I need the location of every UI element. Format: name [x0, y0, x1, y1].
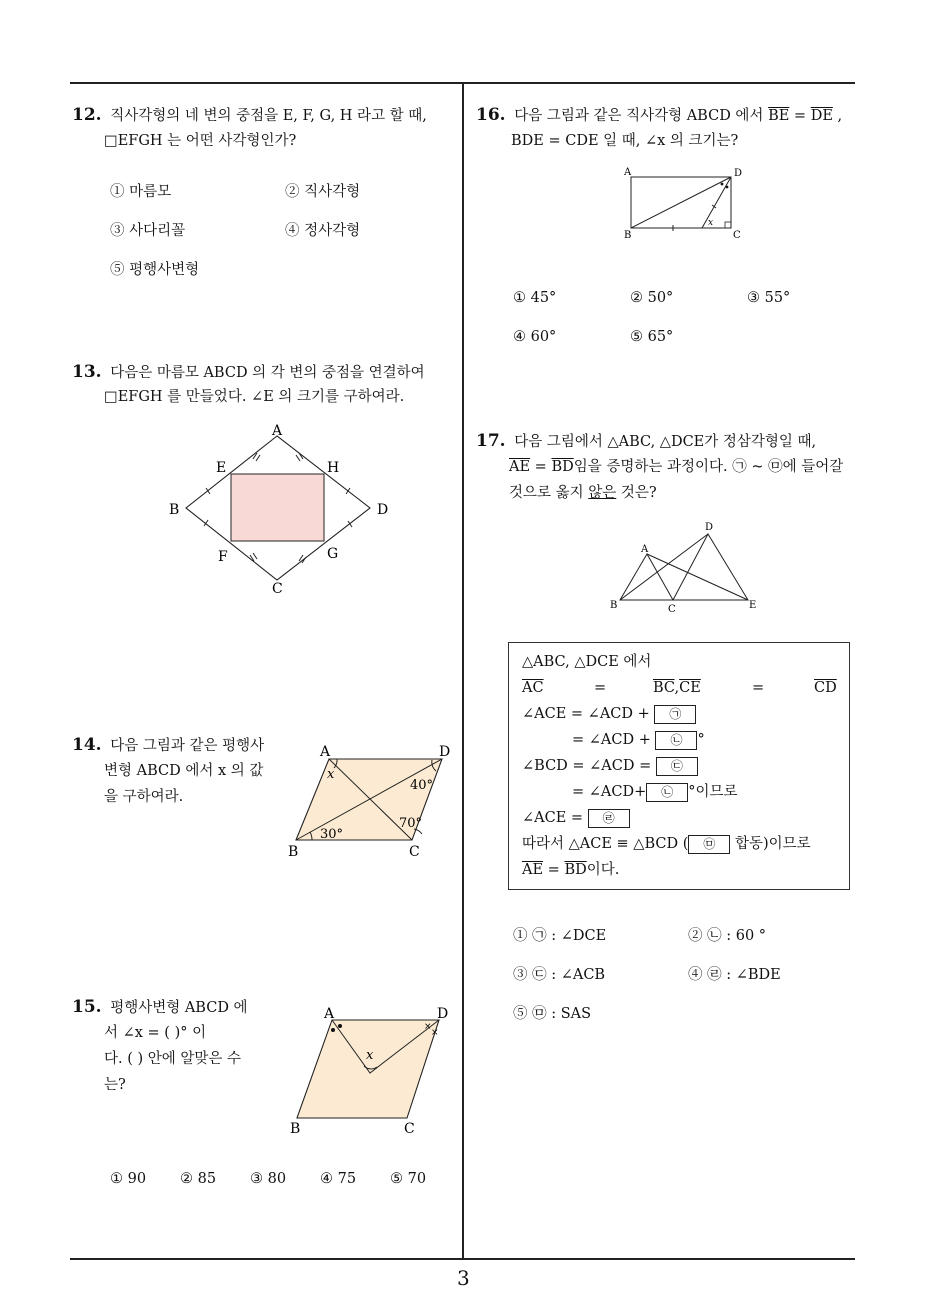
q17-option-2[interactable]: ② ㉡ : 60 ° — [688, 928, 767, 944]
q14-line1 — [72, 734, 264, 757]
proof-line-8 — [522, 833, 811, 855]
q15-option-2[interactable]: ② 85 — [180, 1171, 217, 1187]
q17-text1: 다음 그림에서 △ABC, △DCE가 정삼각형일 때, — [514, 434, 817, 450]
proof-ae: $\overline{AE}$ — [522, 862, 544, 878]
q17-text3-post: 것은? — [616, 485, 657, 501]
proof-blank-4[interactable]: ㉣ — [588, 809, 630, 828]
q13-line1 — [72, 361, 425, 384]
q17-line2 — [509, 456, 843, 478]
proof-eq-2: = — [752, 680, 765, 696]
q16-rectangle-figure — [618, 162, 748, 242]
q15-line2: 서 ∠x = ( )° 이 — [104, 1025, 207, 1041]
q13-label-f: F — [218, 549, 228, 565]
q17-option-1[interactable]: ① ㉠ : ∠DCE — [513, 928, 607, 944]
q13-text1: 다음은 마름모 ABCD 의 각 변의 중점을 연결하여 — [110, 365, 425, 381]
q16-text1-post: , — [832, 108, 843, 124]
q16-label-b: B — [624, 230, 632, 241]
q12-line2: □EFGH 는 어떤 사각형인가? — [104, 133, 297, 149]
proof-text-8-post: 합동)이므로 — [730, 836, 811, 852]
proof-line-2 — [522, 677, 837, 699]
q15-label-a: A — [324, 1006, 335, 1022]
q16-eq: = — [789, 108, 811, 124]
q17-text2: 임을 증명하는 과정이다. ㉠ ~ ㉤에 들어갈 — [573, 459, 844, 475]
q17-line1 — [476, 430, 816, 453]
proof-line-3 — [522, 703, 696, 725]
q17-segment-ae: $\overline{AE}$ — [509, 459, 531, 475]
proof-text-7: ∠ACE = — [522, 810, 584, 826]
q16-option-3[interactable]: ③ 55° — [747, 290, 791, 306]
q12-text1: 직사각형의 네 변의 중점을 E, F, G, H 라고 할 때, — [110, 108, 427, 124]
q12-option-4[interactable]: ④ 정사각형 — [285, 223, 361, 239]
q12-option-2[interactable]: ② 직사각형 — [285, 184, 361, 200]
q13-rhombus-figure — [160, 415, 400, 600]
q17-line-ae — [647, 554, 748, 600]
proof-line-4 — [572, 729, 705, 751]
q13-number: 13. — [72, 362, 102, 382]
proof-text-4: = ∠ACD + — [572, 732, 651, 748]
proof-bc-ce — [653, 677, 701, 699]
q16-segment-be: $\overline{BE}$ — [768, 108, 790, 124]
q16-option-5[interactable]: ⑤ 65° — [630, 329, 674, 345]
proof-cd: $\overline{CD}$ — [814, 680, 837, 696]
proof-text-9: 이다. — [586, 862, 620, 878]
proof-bd: $\overline{BD}$ — [564, 862, 587, 878]
q13-label-a: A — [272, 423, 283, 439]
q14-label-a: A — [320, 744, 331, 760]
q16-option-2[interactable]: ② 50° — [630, 290, 674, 306]
q16-option-1[interactable]: ① 45° — [513, 290, 557, 306]
proof-ac: $\overline{AC}$ — [522, 680, 544, 696]
q17-text3-pre: 것으로 옳지 — [509, 485, 589, 501]
proof-comma: , — [674, 680, 680, 696]
q17-proof-box — [508, 642, 850, 890]
q16-segment-de: $\overline{DE}$ — [810, 108, 833, 124]
q13-efgh-fill — [231, 474, 324, 541]
q15-option-3[interactable]: ③ 80 — [250, 1171, 287, 1187]
proof-line-1: △ABC, △DCE 에서 — [522, 654, 652, 670]
q16-label-c: C — [733, 230, 741, 241]
q17-segment-bd: $\overline{BD}$ — [551, 459, 574, 475]
proof-eq-1: = — [594, 680, 607, 696]
proof-deg-1: ° — [697, 732, 705, 748]
q15-line4: 는? — [104, 1077, 126, 1093]
q15-parallelogram — [297, 1020, 439, 1118]
q16-label-x: x — [708, 218, 714, 228]
q17-triangles-figure — [600, 515, 770, 615]
proof-line-9: $\overline{AE} = \overline{BD}$이다. — [522, 862, 620, 878]
q16-option-4[interactable]: ④ 60° — [513, 329, 557, 345]
proof-blank-2b[interactable]: ㉡ — [646, 783, 688, 802]
q17-option-3[interactable]: ③ ㉢ : ∠ACB — [513, 967, 606, 983]
q14-label-x: x — [327, 767, 335, 782]
q14-label-70: 70° — [399, 816, 423, 831]
q15-label-b: B — [290, 1121, 301, 1137]
proof-line-7 — [522, 807, 630, 829]
q15-number: 15. — [72, 997, 102, 1017]
q14-label-b: B — [288, 844, 299, 860]
proof-blank-2[interactable]: ㉡ — [655, 731, 697, 750]
proof-text-6: = ∠ACD+ — [572, 784, 647, 800]
q17-label-c: C — [668, 604, 676, 615]
q14-label-d: D — [439, 744, 451, 760]
q17-option-5[interactable]: ⑤ ㉤ : SAS — [513, 1006, 592, 1022]
q13-label-g: G — [327, 546, 339, 562]
proof-ce: $\overline{CE}$ — [679, 680, 701, 696]
proof-text-8: 따라서 △ACE ≡ △BCD ( — [522, 836, 689, 852]
svg-text:×: × — [431, 1028, 439, 1038]
q15-parallelogram-figure — [282, 1000, 457, 1140]
q17-label-b: B — [610, 600, 618, 611]
q15-label-x: x — [366, 1048, 374, 1063]
q12-number: 12. — [72, 105, 102, 125]
page-number: 3 — [457, 1266, 470, 1290]
q13-label-c: C — [272, 581, 283, 597]
proof-text-6-post: °이므로 — [688, 784, 738, 800]
q16-label-a: A — [624, 167, 632, 178]
q17-option-4[interactable]: ④ ㉣ : ∠BDE — [688, 967, 781, 983]
q15-label-c: C — [404, 1121, 415, 1137]
q15-option-1[interactable]: ① 90 — [110, 1171, 147, 1187]
q17-eq: = — [530, 459, 552, 475]
q16-number: 16. — [476, 105, 506, 125]
proof-text-3: ∠ACE = ∠ACD + — [522, 706, 650, 722]
q17-triangle-dce — [673, 534, 748, 600]
q14-label-40: 40° — [410, 778, 434, 793]
q13-line2: □EFGH 를 만들었다. ∠E 의 크기를 구하여라. — [104, 389, 405, 405]
proof-blank-3[interactable]: ㉢ — [656, 757, 698, 776]
svg-text:×: × — [424, 1022, 432, 1032]
q16-text1: 다음 그림과 같은 직사각형 ABCD 에서 — [514, 108, 769, 124]
q17-label-a: A — [641, 544, 649, 555]
proof-line-6 — [572, 781, 738, 803]
q17-triangle-abc — [620, 554, 673, 600]
proof-text-5: ∠BCD = ∠ACD = — [522, 758, 652, 774]
q16-label-d: D — [734, 168, 743, 179]
q12-line1 — [72, 104, 427, 127]
q15-label-d: D — [437, 1006, 449, 1022]
q13-label-e: E — [216, 460, 227, 476]
q14-text1: 다음 그림과 같은 평행사 — [110, 738, 265, 754]
q17-label-e: E — [749, 600, 757, 611]
q15-option-5[interactable]: ⑤ 70 — [390, 1171, 427, 1187]
q15-line3: 다. ( ) 안에 알맞은 수 — [104, 1051, 242, 1067]
q17-label-d: D — [705, 522, 714, 533]
q17-number: 17. — [476, 431, 506, 451]
q17-text3-underline: 않은 — [588, 485, 617, 501]
q17-line-bd — [620, 534, 708, 600]
bottom-rule — [70, 1258, 855, 1260]
proof-line-5 — [522, 755, 698, 777]
q17-line3 — [509, 482, 657, 504]
proof-bc: $\overline{BC}$ — [653, 680, 675, 696]
q14-line3: 을 구하여라. — [104, 789, 184, 805]
q14-number: 14. — [72, 735, 102, 755]
q13-label-h: H — [327, 460, 340, 476]
q14-parallelogram-figure — [282, 738, 457, 863]
q15-text1: 평행사변형 ABCD 에 — [110, 1000, 248, 1016]
q16-line1 — [476, 104, 842, 127]
q14-line2: 변형 ABCD 에서 x 의 값 — [104, 763, 264, 779]
column-divider — [462, 82, 464, 1259]
proof-blank-1[interactable]: ㉠ — [654, 705, 696, 724]
q13-label-b: B — [169, 502, 180, 518]
q12-option-1[interactable]: ① 마름모 — [110, 184, 172, 200]
q16-line2: BDE = CDE 일 때, ∠x 의 크기는? — [511, 133, 739, 149]
q12-option-5[interactable]: ⑤ 평행사변형 — [110, 262, 200, 278]
q12-option-3[interactable]: ③ 사다리꼴 — [110, 223, 186, 239]
proof-blank-5[interactable]: ㉤ — [688, 835, 730, 854]
q15-line1 — [72, 996, 248, 1019]
q14-label-c: C — [409, 844, 420, 860]
q15-option-4[interactable]: ④ 75 — [320, 1171, 357, 1187]
q13-label-d: D — [377, 502, 389, 518]
q14-label-30: 30° — [320, 827, 344, 842]
